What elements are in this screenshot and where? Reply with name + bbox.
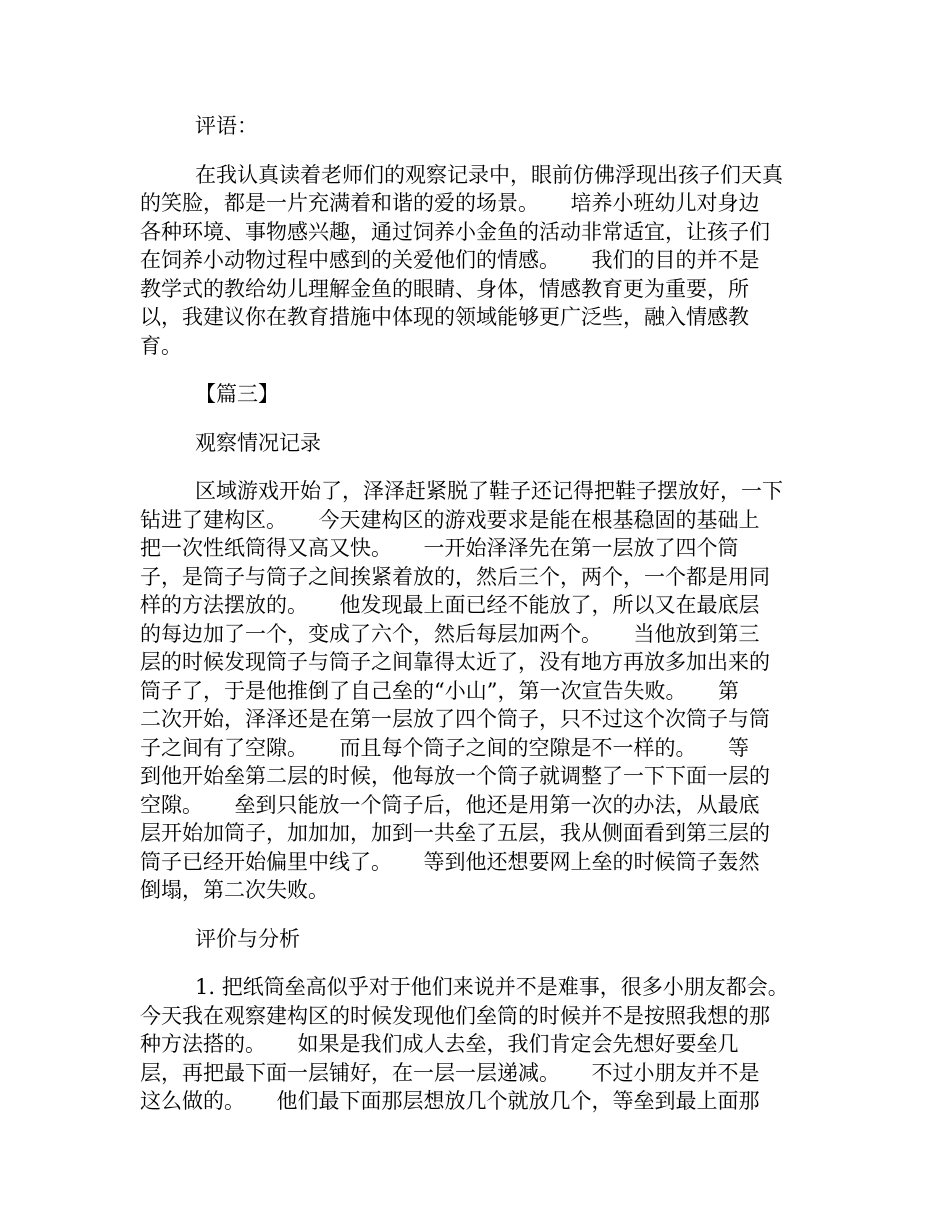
paragraph-line: 钻进了建构区。 今天建构区的游戏要求是能在根基稳固的基础上 [140,507,760,532]
paragraph-line: 区域游戏开始了，泽泽赶紧脱了鞋子还记得把鞋子摆放好，一下 [195,479,783,503]
paragraph-line: 筒子了，于是他推倒了自己垒的“小山”，第一次宣告失败。 第 [140,678,739,703]
section-heading-comment: 评语： [195,114,258,138]
chapter-heading: 【篇三】 [195,382,279,406]
paragraph-line: 样的方法摆放的。 他发现最上面已经不能放了，所以又在最底层 [140,593,760,617]
paragraph-line: 以，我建议你在教育措施中体现的领域能够更广泛些，融入情感教 [140,305,749,329]
paragraph-line: 层开始加筒子，加加加，加到一共垒了五层，我从侧面看到第三层的 [140,821,770,845]
paragraph-line: 到他开始垒第二层的时候，他每放一个筒子就调整了一下下面一层的 [140,764,770,788]
comment-paragraph [140,161,805,361]
paragraph-gap [140,953,805,973]
paragraph-line: 今天我在观察建构区的时候发现他们垒筒的时候并不是按照我想的那 [140,1003,770,1028]
paragraph-line: 层的时候发现筒子与筒子之间靠得太近了，没有地方再放多加出来的 [140,650,770,674]
section-heading-analysis: 评价与分析 [195,926,300,951]
paragraph-line: 在饲养小动物过程中感到的关爱他们的情感。 我们的目的并不是 [140,248,760,272]
observation-paragraph [140,477,805,905]
paragraph-gap [140,409,805,429]
section-heading-observation: 观察情况记录 [195,430,321,455]
paragraph-line: 教学式的教给幼儿理解金鱼的眼睛、身体，情感教育更为重要，所 [140,276,749,301]
paragraph-line: 1. 把纸筒垒高似乎对于他们来说并不是难事，很多小朋友都会。 [195,975,789,999]
paragraph-line: 子之间有了空隙。 而且每个筒子之间的空隙是不一样的。 等 [140,735,749,760]
paragraph-gap [140,360,805,380]
document-page [140,112,805,1116]
paragraph-line: 空隙。 垒到只能放一个筒子后，他还是用第一次的办法，从最底 [140,792,760,817]
paragraph-line: 倒塌，第二次失败。 [140,878,329,902]
paragraph-gap [140,457,805,477]
paragraph-line: 这么做的。 他们最下面那层想放几个就放几个，等垒到最上面那 [140,1089,760,1113]
paragraph-line: 种方法搭的。 如果是我们成人去垒，我们肯定会先想好要垒几 [140,1032,739,1056]
paragraph-line: 育。 [140,333,182,358]
paragraph-gap [140,141,805,161]
analysis-paragraph [140,973,805,1116]
paragraph-line: 二次开始，泽泽还是在第一层放了四个筒子，只不过这个次筒子与筒 [140,707,770,731]
paragraph-line: 子，是筒子与筒子之间挨紧着放的，然后三个，两个，一个都是用同 [140,564,770,589]
paragraph-line: 把一次性纸筒得又高又快。 一开始泽泽先在第一层放了四个筒 [140,536,739,560]
paragraph-line: 在我认真读着老师们的观察记录中，眼前仿佛浮现出孩子们天真 [195,162,783,187]
paragraph-line: 的每边加了一个，变成了六个，然后每层加两个。 当他放到第三 [140,621,760,646]
paragraph-line: 各种环境、事物感兴趣，通过饲养小金鱼的活动非常适宜，让孩子们 [140,219,770,244]
paragraph-line: 的笑脸，都是一片充满着和谐的爱的场景。 培养小班幼儿对身边 [140,191,760,215]
paragraph-gap [140,905,805,925]
paragraph-line: 筒子已经开始偏里中线了。 等到他还想要网上垒的时候筒子轰然 [140,849,760,874]
paragraph-line: 层，再把最下面一层铺好，在一层一层递减。 不过小朋友并不是 [140,1060,760,1085]
